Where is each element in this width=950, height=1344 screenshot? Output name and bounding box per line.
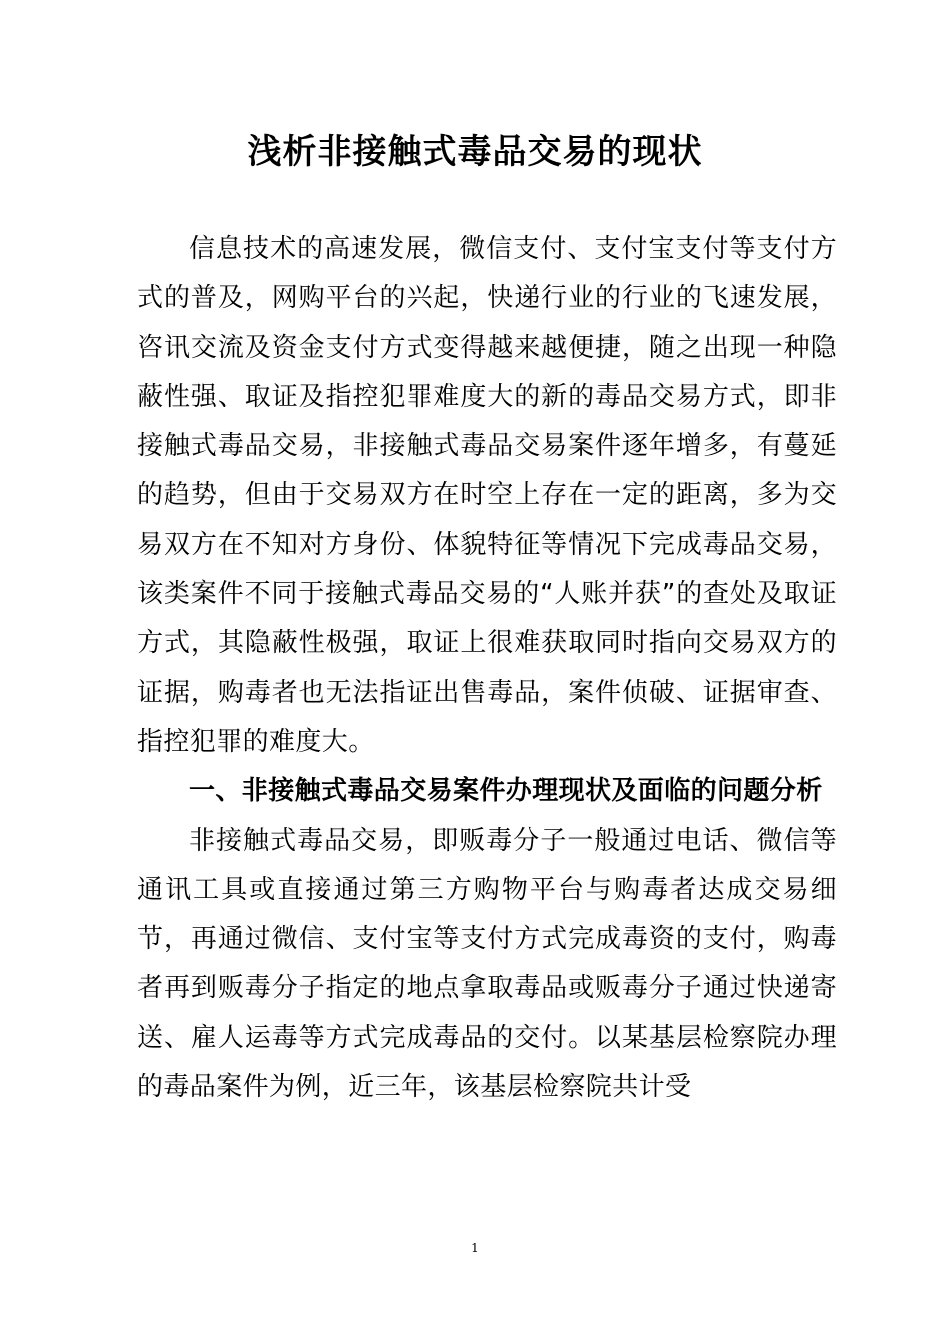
- page-number: 1: [471, 1241, 479, 1255]
- paragraph-section-1: 非接触式毒品交易，即贩毒分子一般通过电话、微信等通讯工具或直接通过第三方购物平台与购毒者达成交易细节，再通过微信、支付宝等支付方式完成毒资的支付，购毒者再到贩毒分子指定的地点拿取毒品或贩毒分子通过快递寄送、雇人运毒等方式完成毒品的交付。以某基层检察院办理的毒品案件为例，近三年，该基层检察院共计受: [137, 825, 837, 1103]
- document-body: [137, 225, 837, 1112]
- document-title: 浅析非接触式毒品交易的现状: [247, 131, 703, 172]
- paragraph-intro: 信息技术的高速发展，微信支付、支付宝支付等支付方式的普及，网购平台的兴起，快递行业的行业的飞速发展，咨讯交流及资金支付方式变得越来越便捷，随之出现一种隐蔽性强、取证及指控犯罪难度大的新的毒品交易方式，即非接触式毒品交易，非接触式毒品交易案件逐年增多，有蔓延的趋势，但由于交易双方在时空上存在一定的距离，多为交易双方在不知对方身份、体貌特征等情况下完成毒品交易，该类案件不同于接触式毒品交易的“人账并获”的查处及取证方式，其隐蔽性极强，取证上很难获取同时指向交易双方的证据，购毒者也无法指证出售毒品，案件侦破、证据审查、指控犯罪的难度大。: [137, 234, 837, 757]
- section-heading-1: 一、非接触式毒品交易案件办理现状及面临的问题分析: [189, 776, 823, 807]
